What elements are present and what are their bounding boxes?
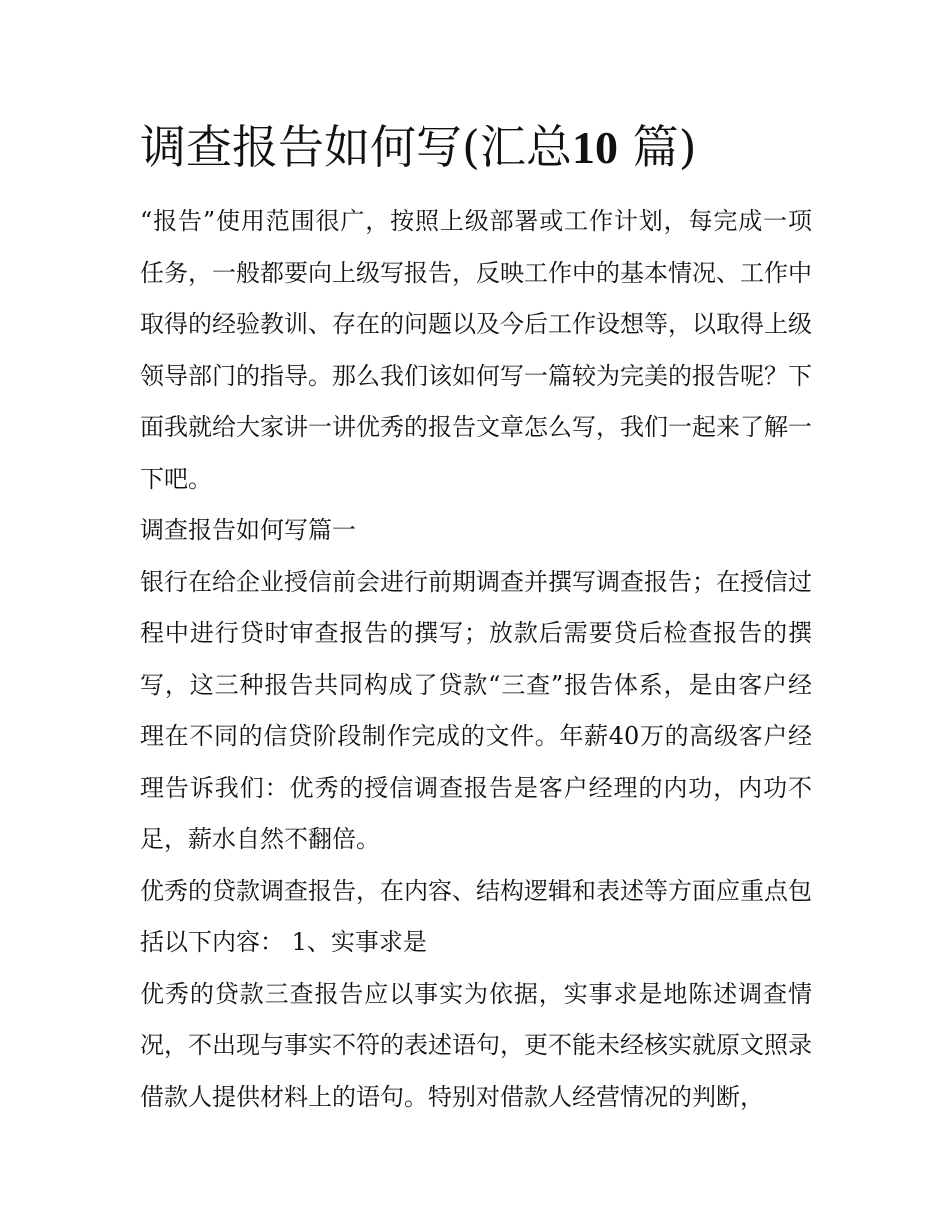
title-prefix: 调查报告如何写(汇总	[140, 120, 572, 174]
section-heading: 调查报告如何写篇一	[140, 516, 356, 544]
paragraph-bank-reports: 银行在给企业授信前会进行前期调查并撰写调查报告；在授信过程中进行贷时审查报告的撰写；放款后需要贷后检查报告的撰写，这三种报告共同构成了贷款“三查”报告体系，是由客户经理在不同的信贷阶段制作完成的文件。年薪40万的高级客户经理告诉我们：优秀的授信调查报告是客户经理的内功，内功不足，薪水自然不翻倍。	[140, 567, 812, 853]
document-body	[140, 196, 812, 1123]
paragraph-fact-based: 优秀的贷款三查报告应以事实为依据，实事求是地陈述调查情况，不出现与事实不符的表述语句，更不能未经核实就原文照录借款人提供材料上的语句。特别对借款人经营情况的判断，	[140, 979, 812, 1111]
paragraph-intro: “报告”使用范围很广，按照上级部署或工作计划，每完成一项任务，一般都要向上级写报告，反映工作中的基本情况、工作中取得的经验教训、存在的问题以及今后工作设想等，以取得上级领导部门的指导。那么我们该如何写一篇较为完美的报告呢？下面我就给大家讲一讲优秀的报告文章怎么写，我们一起来了解一下吧。	[140, 207, 812, 493]
title-number: 10	[571, 122, 618, 173]
paragraph-key-contents: 优秀的贷款调查报告，在内容、结构逻辑和表述等方面应重点包括以下内容： 1、实事求是	[140, 876, 812, 956]
title-suffix: 篇)	[632, 120, 697, 174]
document-title	[140, 116, 840, 179]
